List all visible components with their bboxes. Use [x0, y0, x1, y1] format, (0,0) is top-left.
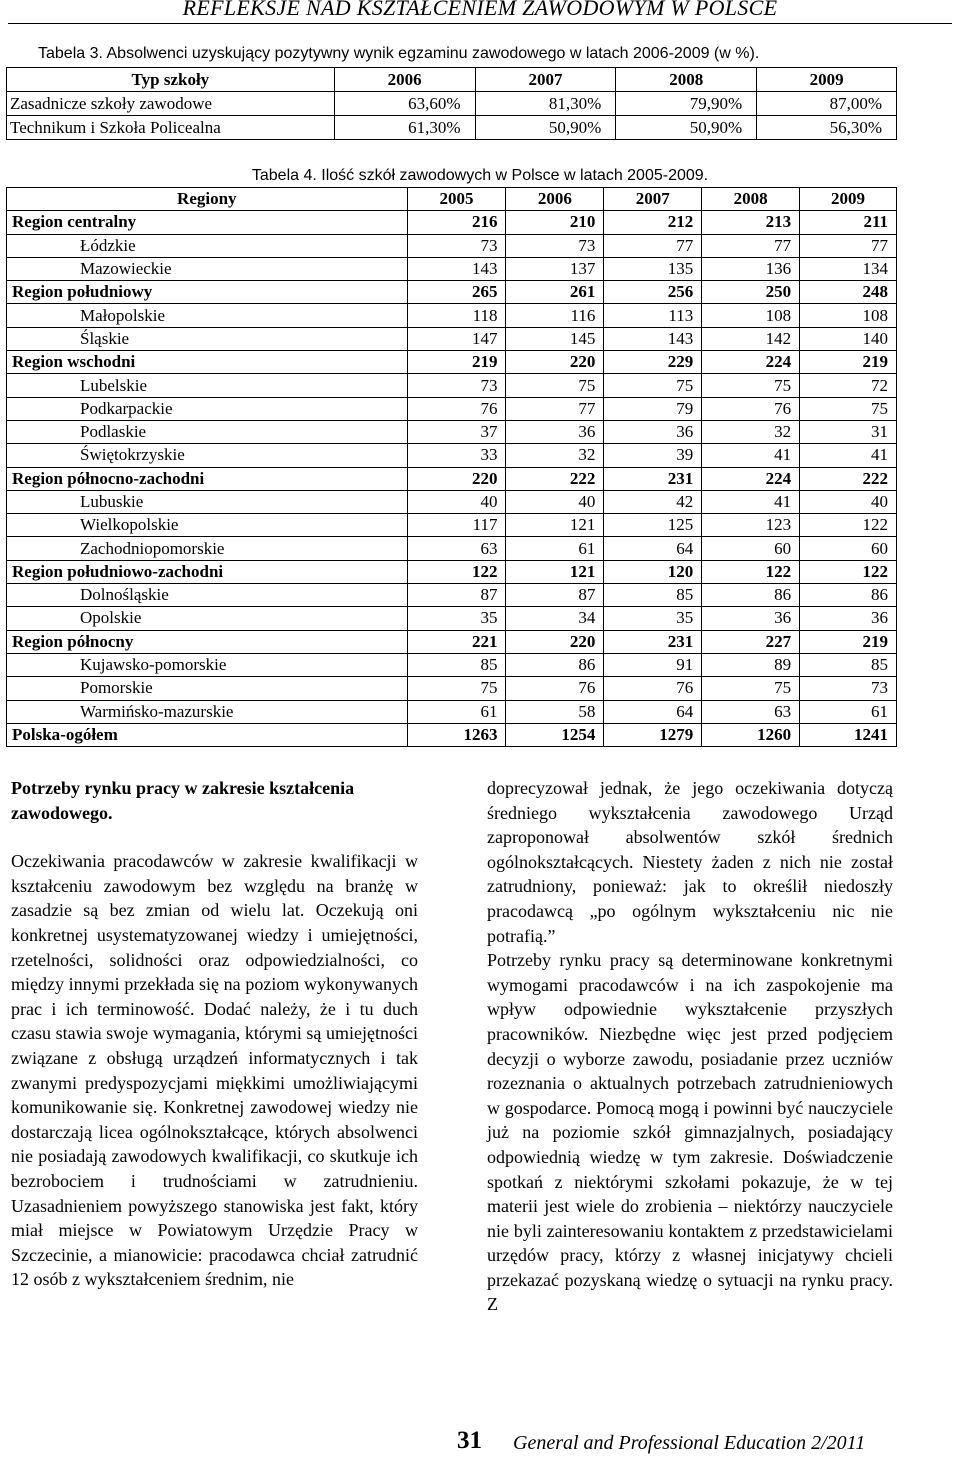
percent-cell: 81,30% [475, 92, 616, 116]
count-cell: 135 [604, 257, 702, 280]
count-cell: 113 [604, 304, 702, 327]
voivodeship-row [7, 584, 897, 607]
region-name-cell: Zachodniopomorskie [7, 537, 408, 560]
count-cell: 85 [407, 653, 506, 676]
count-cell: 122 [407, 560, 506, 583]
count-cell: 77 [604, 234, 702, 257]
count-cell: 219 [800, 351, 897, 374]
region-name-cell: Śląskie [7, 327, 408, 350]
table3 [6, 67, 897, 140]
count-cell: 40 [407, 490, 506, 513]
region-name-cell: Wielkopolskie [7, 514, 408, 537]
count-cell: 145 [506, 327, 604, 350]
percent-cell: 87,00% [757, 92, 897, 116]
count-cell: 32 [702, 420, 800, 443]
region-row [7, 630, 897, 653]
count-cell: 61 [506, 537, 604, 560]
count-cell: 64 [604, 537, 702, 560]
count-cell: 231 [604, 467, 702, 490]
region-row [7, 351, 897, 374]
count-cell: 32 [506, 444, 604, 467]
count-cell: 224 [702, 467, 800, 490]
table4-header-cell: 2009 [800, 188, 897, 211]
region-name-cell: Warmińsko-mazurskie [7, 700, 408, 723]
region-name-cell: Region centralny [7, 211, 408, 234]
count-cell: 79 [604, 397, 702, 420]
count-cell: 61 [407, 700, 506, 723]
region-name-cell: Region południowo-zachodni [7, 560, 408, 583]
voivodeship-row [7, 420, 897, 443]
voivodeship-row [7, 327, 897, 350]
count-cell: 125 [604, 514, 702, 537]
count-cell: 1241 [800, 723, 897, 746]
table3-header-cell: Typ szkoły [7, 68, 335, 92]
table4-caption: Tabela 4. Ilość szkół zawodowych w Polsce w latach 2005-2009. [251, 167, 709, 184]
count-cell: 121 [506, 514, 604, 537]
table3-header-cell: 2008 [616, 68, 757, 92]
count-cell: 41 [800, 444, 897, 467]
voivodeship-row [7, 490, 897, 513]
count-cell: 1279 [604, 723, 702, 746]
count-cell: 61 [800, 700, 897, 723]
count-cell: 231 [604, 630, 702, 653]
region-name-cell: Mazowieckie [7, 257, 408, 280]
count-cell: 77 [506, 397, 604, 420]
percent-cell: 63,60% [334, 92, 475, 116]
region-row [7, 281, 897, 304]
count-cell: 134 [800, 257, 897, 280]
percent-cell: 61,30% [334, 116, 475, 140]
table4-header-cell: 2006 [506, 188, 604, 211]
region-name-cell: Małopolskie [7, 304, 408, 327]
voivodeship-row [7, 234, 897, 257]
count-cell: 220 [506, 351, 604, 374]
table4-header-cell: 2007 [604, 188, 702, 211]
total-row [7, 723, 897, 746]
region-name-cell: Region północno-zachodni [7, 467, 408, 490]
count-cell: 75 [702, 374, 800, 397]
count-cell: 256 [604, 281, 702, 304]
count-cell: 86 [800, 584, 897, 607]
count-cell: 36 [702, 607, 800, 630]
right-paragraph-2: Potrzeby rynku pracy są determinowane konkretnymi wymogami pracodawców i na ich zaspokojenie ma wpływ odpowiednie wykształcenie przyszłych pracowników. Niezbędne więc jest przed podjęciem decyzji o wyborze zawodu, posiadanie przez uczniów rozeznania o aktualnych potrzebach zatrudnieniowych w gospodarce. Pomocą mogą i powinni być nauczyciele już na poziomie szkół gimnazjalnych, posiadający odpowiednią wiedzę w tym zakresie. Doświadczenie spotkań z niektórymi szkołami pokazuje, że w tej materii jest wiele do zrobienia – niektórzy nauczyciele nie byli zainteresowaniu kontaktem z przedstawicielami urzędów pracy, którzy z własnej inicjatywy chcieli przekazać pozyskaną wiedzę o sytuacji na rynku pracy. Z [487, 950, 893, 1315]
count-cell: 86 [702, 584, 800, 607]
count-cell: 75 [702, 677, 800, 700]
region-name-cell: Pomorskie [7, 677, 408, 700]
count-cell: 222 [506, 467, 604, 490]
count-cell: 63 [407, 537, 506, 560]
count-cell: 91 [604, 653, 702, 676]
voivodeship-row [7, 537, 897, 560]
voivodeship-row [7, 257, 897, 280]
count-cell: 77 [702, 234, 800, 257]
voivodeship-row [7, 304, 897, 327]
count-cell: 75 [604, 374, 702, 397]
count-cell: 75 [407, 677, 506, 700]
count-cell: 261 [506, 281, 604, 304]
voivodeship-row [7, 514, 897, 537]
voivodeship-row [7, 607, 897, 630]
count-cell: 42 [604, 490, 702, 513]
percent-cell: 50,90% [616, 116, 757, 140]
table4-header-row [7, 188, 897, 211]
count-cell: 86 [506, 653, 604, 676]
count-cell: 222 [800, 467, 897, 490]
page-footer [0, 1426, 960, 1456]
count-cell: 58 [506, 700, 604, 723]
count-cell: 39 [604, 444, 702, 467]
count-cell: 122 [800, 514, 897, 537]
count-cell: 73 [506, 234, 604, 257]
count-cell: 143 [407, 257, 506, 280]
table4 [6, 187, 897, 747]
table-row [7, 116, 897, 140]
count-cell: 41 [702, 444, 800, 467]
count-cell: 37 [407, 420, 506, 443]
header-rule [8, 23, 952, 24]
count-cell: 140 [800, 327, 897, 350]
count-cell: 73 [800, 677, 897, 700]
count-cell: 41 [702, 490, 800, 513]
count-cell: 123 [702, 514, 800, 537]
voivodeship-row [7, 700, 897, 723]
count-cell: 227 [702, 630, 800, 653]
count-cell: 118 [407, 304, 506, 327]
count-cell: 33 [407, 444, 506, 467]
count-cell: 87 [506, 584, 604, 607]
count-cell: 72 [800, 374, 897, 397]
left-paragraph: Oczekiwania pracodawców w zakresie kwalifikacji w kształceniu zawodowym bez względu na branżę w zasadzie są bez zmian od wielu lat. Oczekują oni konkretnej usystematyzowanej wiedzy i umiejętności, rzetelności, solidności oraz odpowiedzialności, co między innymi przekłada się na poziom wykonywanych prac i ich terminowość. Dodać należy, że i tu duch czasu stawia swoje wymagania, którymi są umiejętności związane z obsługą urządzeń informatycznych i tak zwanymi predyspozycjami miękkimi umożliwiającymi komunikowanie się. Konkretnej zawodowej wiedzy nie dostarczają licea ogólnokształcące, których absolwenci nie posiadają zawodowych kwalifikacji, co skutkuje ich bezrobociem i trudnościami w zatrudnieniu. Uzasadnieniem powyższego stanowiska jest fakt, który miał miejsce w Powiatowym Urzędzie Pracy w Szczecinie, a mianowicie: pracodawca chciał zatrudnić 12 osób z wykształceniem średnim, nie [11, 851, 418, 1290]
count-cell: 142 [702, 327, 800, 350]
table4-header-cell: 2008 [702, 188, 800, 211]
voivodeship-row [7, 653, 897, 676]
count-cell: 229 [604, 351, 702, 374]
count-cell: 87 [407, 584, 506, 607]
count-cell: 219 [407, 351, 506, 374]
count-cell: 60 [800, 537, 897, 560]
count-cell: 265 [407, 281, 506, 304]
count-cell: 76 [702, 397, 800, 420]
left-column [11, 776, 418, 1292]
count-cell: 122 [702, 560, 800, 583]
count-cell: 248 [800, 281, 897, 304]
table-row [7, 92, 897, 116]
count-cell: 75 [800, 397, 897, 420]
count-cell: 89 [702, 653, 800, 676]
count-cell: 73 [407, 374, 506, 397]
count-cell: 1263 [407, 723, 506, 746]
table3-caption: Tabela 3. Absolwenci uzyskujący pozytywny wynik egzaminu zawodowego w latach 2006-2009 (w %). [38, 45, 760, 62]
count-cell: 75 [506, 374, 604, 397]
count-cell: 136 [702, 257, 800, 280]
table3-header-cell: 2009 [757, 68, 897, 92]
count-cell: 64 [604, 700, 702, 723]
region-name-cell: Podlaskie [7, 420, 408, 443]
region-name-cell: Świętokrzyskie [7, 444, 408, 467]
table4-header-cell: 2005 [407, 188, 506, 211]
count-cell: 116 [506, 304, 604, 327]
region-name-cell: Lubelskie [7, 374, 408, 397]
region-row [7, 211, 897, 234]
count-cell: 76 [506, 677, 604, 700]
count-cell: 147 [407, 327, 506, 350]
count-cell: 117 [407, 514, 506, 537]
region-name-cell: Kujawsko-pomorskie [7, 653, 408, 676]
count-cell: 221 [407, 630, 506, 653]
region-row [7, 467, 897, 490]
school-type-cell: Zasadnicze szkoły zawodowe [7, 92, 335, 116]
count-cell: 122 [800, 560, 897, 583]
count-cell: 108 [800, 304, 897, 327]
count-cell: 219 [800, 630, 897, 653]
count-cell: 40 [506, 490, 604, 513]
school-type-cell: Technikum i Szkoła Policealna [7, 116, 335, 140]
count-cell: 63 [702, 700, 800, 723]
count-cell: 85 [604, 584, 702, 607]
region-name-cell: Region południowy [7, 281, 408, 304]
count-cell: 35 [604, 607, 702, 630]
count-cell: 40 [800, 490, 897, 513]
journal-name: General and Professional Education 2/2011 [513, 1432, 866, 1454]
region-name-cell: Region północny [7, 630, 408, 653]
count-cell: 121 [506, 560, 604, 583]
count-cell: 34 [506, 607, 604, 630]
count-cell: 85 [800, 653, 897, 676]
count-cell: 76 [407, 397, 506, 420]
region-row [7, 560, 897, 583]
region-name-cell: Dolnośląskie [7, 584, 408, 607]
count-cell: 35 [407, 607, 506, 630]
right-paragraph-1: doprecyzował jednak, że jego oczekiwania dotyczą średniego wykształcenia zawodowego Urząd zaproponował absolwentów szkół średnich ogólnokształcących. Niestety żaden z nich nie został zatrudniony, ponieważ: jak to określił niedoszły pracodawcą „po ogólnym wykształceniu nic nie potrafią.” [487, 778, 893, 946]
count-cell: 36 [800, 607, 897, 630]
running-header [0, 0, 960, 22]
region-name-cell: Opolskie [7, 607, 408, 630]
section-title: Potrzeby rynku pracy w zakresie kształcenia zawodowego. [11, 778, 355, 823]
voivodeship-row [7, 444, 897, 467]
count-cell: 216 [407, 211, 506, 234]
count-cell: 73 [407, 234, 506, 257]
count-cell: 108 [702, 304, 800, 327]
count-cell: 220 [506, 630, 604, 653]
table3-header-row [7, 68, 897, 92]
voivodeship-row [7, 397, 897, 420]
region-name-cell: Łódzkie [7, 234, 408, 257]
percent-cell: 50,90% [475, 116, 616, 140]
percent-cell: 56,30% [757, 116, 897, 140]
count-cell: 250 [702, 281, 800, 304]
count-cell: 76 [604, 677, 702, 700]
table3-header-cell: 2006 [334, 68, 475, 92]
count-cell: 1254 [506, 723, 604, 746]
count-cell: 224 [702, 351, 800, 374]
page-number: 31 [457, 1427, 482, 1454]
region-name-cell: Polska-ogółem [7, 723, 408, 746]
count-cell: 77 [800, 234, 897, 257]
count-cell: 210 [506, 211, 604, 234]
count-cell: 60 [702, 537, 800, 560]
region-name-cell: Region wschodni [7, 351, 408, 374]
count-cell: 213 [702, 211, 800, 234]
count-cell: 36 [506, 420, 604, 443]
count-cell: 143 [604, 327, 702, 350]
table4-header-cell: Regiony [7, 188, 408, 211]
count-cell: 211 [800, 211, 897, 234]
region-name-cell: Podkarpackie [7, 397, 408, 420]
count-cell: 31 [800, 420, 897, 443]
right-column [487, 776, 893, 1317]
count-cell: 212 [604, 211, 702, 234]
table3-header-cell: 2007 [475, 68, 616, 92]
region-name-cell: Lubuskie [7, 490, 408, 513]
count-cell: 36 [604, 420, 702, 443]
percent-cell: 79,90% [616, 92, 757, 116]
count-cell: 137 [506, 257, 604, 280]
voivodeship-row [7, 677, 897, 700]
count-cell: 220 [407, 467, 506, 490]
count-cell: 120 [604, 560, 702, 583]
running-title: REFLEKSJE NAD KSZTAŁCENIEM ZAWODOWYM W POLSCE [182, 0, 778, 20]
voivodeship-row [7, 374, 897, 397]
count-cell: 1260 [702, 723, 800, 746]
